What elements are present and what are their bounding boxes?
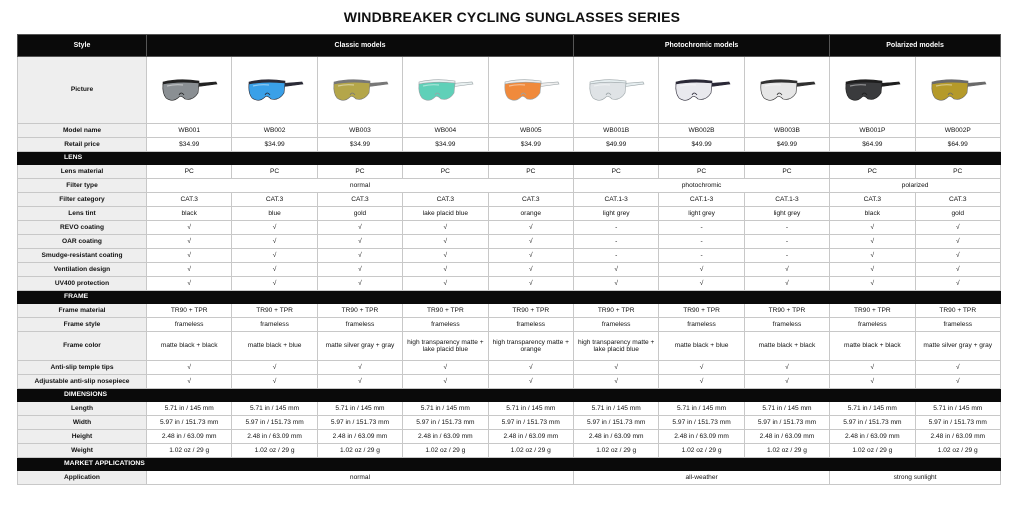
nosepiece-value: √ [830,375,915,389]
group-polarized: Polarized models [830,35,1001,57]
revo-value: - [573,221,658,235]
section-frame: FRAME [18,291,1001,304]
filter-type-label: Filter type [18,179,147,193]
section-dimensions: DIMENSIONS [18,389,1001,402]
ventilation-value: √ [232,263,317,277]
nosepiece-value: √ [232,375,317,389]
nosepiece-value: √ [659,375,744,389]
frame-material-label: Frame material [18,304,147,318]
section-header [18,291,1001,304]
frame-style-value: frameless [317,318,402,332]
product-image [488,57,573,124]
retail-price-value: $34.99 [317,138,402,152]
sunglasses-icon [330,73,390,107]
nosepiece-value: √ [488,375,573,389]
height-value: 2.48 in / 63.09 mm [147,430,232,444]
frame-color-value: matte silver gray + gray [915,332,1000,361]
sunglasses-icon [842,73,902,107]
frame-style-value: frameless [744,318,829,332]
filter-type-value: photochromic [573,179,829,193]
frame-material-value: TR90 + TPR [147,304,232,318]
frame-material-value: TR90 + TPR [830,304,915,318]
length-value: 5.71 in / 145 mm [573,402,658,416]
smudge-value: √ [915,249,1000,263]
frame-material-value: TR90 + TPR [488,304,573,318]
uv400-value: √ [744,277,829,291]
spec-row [18,249,1001,263]
oar-label: OAR coating [18,235,147,249]
section-market: MARKET APPLICATIONS [18,458,1001,471]
uv400-value: √ [317,277,402,291]
nosepiece-value: √ [573,375,658,389]
spec-row [18,444,1001,458]
uv400-value: √ [915,277,1000,291]
filter-category-value: CAT.1-3 [744,193,829,207]
anti-slip-tips-value: √ [488,361,573,375]
revo-value: √ [488,221,573,235]
width-value: 5.97 in / 151.73 mm [403,416,488,430]
smudge-value: √ [488,249,573,263]
weight-value: 1.02 oz / 29 g [317,444,402,458]
uv400-value: √ [573,277,658,291]
lens-tint-value: light grey [744,207,829,221]
anti-slip-tips-value: √ [744,361,829,375]
anti-slip-tips-value: √ [915,361,1000,375]
product-image [403,57,488,124]
length-value: 5.71 in / 145 mm [830,402,915,416]
retail-price-value: $34.99 [232,138,317,152]
oar-value: √ [232,235,317,249]
weight-label: Weight [18,444,147,458]
ventilation-value: √ [573,263,658,277]
smudge-value: - [573,249,658,263]
frame-style-value: frameless [488,318,573,332]
model-name-value: WB001B [573,124,658,138]
model-name-value: WB001P [830,124,915,138]
frame-color-value: matte black + black [830,332,915,361]
length-value: 5.71 in / 145 mm [147,402,232,416]
weight-value: 1.02 oz / 29 g [232,444,317,458]
lens-material-value: PC [147,165,232,179]
lens-material-value: PC [403,165,488,179]
product-image [744,57,829,124]
nosepiece-value: √ [317,375,402,389]
length-value: 5.71 in / 145 mm [915,402,1000,416]
application-value: strong sunlight [830,471,1001,485]
spec-row [18,179,1001,193]
filter-category-value: CAT.3 [915,193,1000,207]
filter-category-value: CAT.3 [317,193,402,207]
sunglasses-icon [586,73,646,107]
height-value: 2.48 in / 63.09 mm [915,430,1000,444]
sunglasses-icon [757,73,817,107]
oar-value: - [659,235,744,249]
weight-value: 1.02 oz / 29 g [744,444,829,458]
weight-value: 1.02 oz / 29 g [147,444,232,458]
header-row [18,35,1001,57]
height-value: 2.48 in / 63.09 mm [317,430,402,444]
anti-slip-tips-value: √ [659,361,744,375]
lens-material-value: PC [317,165,402,179]
nosepiece-value: √ [147,375,232,389]
frame-style-value: frameless [147,318,232,332]
width-value: 5.97 in / 151.73 mm [232,416,317,430]
uv400-value: √ [403,277,488,291]
smudge-label: Smudge-resistant coating [18,249,147,263]
picture-label: Picture [18,57,147,124]
anti-slip-tips-value: √ [147,361,232,375]
section-header [18,458,1001,471]
group-classic: Classic models [147,35,574,57]
lens-tint-value: black [147,207,232,221]
section-header [18,152,1001,165]
sunglasses-icon [501,73,561,107]
lens-material-value: PC [830,165,915,179]
weight-value: 1.02 oz / 29 g [830,444,915,458]
ventilation-value: √ [317,263,402,277]
oar-value: - [573,235,658,249]
spec-row [18,375,1001,389]
length-value: 5.71 in / 145 mm [744,402,829,416]
product-image [147,57,232,124]
nosepiece-value: √ [403,375,488,389]
picture-row [18,57,1001,124]
width-value: 5.97 in / 151.73 mm [488,416,573,430]
frame-material-value: TR90 + TPR [659,304,744,318]
frame-color-value: matte silver gray + gray [317,332,402,361]
lens-tint-label: Lens tint [18,207,147,221]
frame-color-value: matte black + black [147,332,232,361]
revo-value: √ [915,221,1000,235]
product-image [232,57,317,124]
height-value: 2.48 in / 63.09 mm [403,430,488,444]
nosepiece-value: √ [744,375,829,389]
uv400-value: √ [232,277,317,291]
retail-price-value: $34.99 [147,138,232,152]
lens-tint-value: lake placid blue [403,207,488,221]
smudge-value: √ [317,249,402,263]
model-name-value: WB003B [744,124,829,138]
frame-style-value: frameless [232,318,317,332]
model-name-value: WB004 [403,124,488,138]
frame-material-value: TR90 + TPR [403,304,488,318]
frame-style-label: Frame style [18,318,147,332]
model-name-value: WB005 [488,124,573,138]
section-header [18,389,1001,402]
frame-material-value: TR90 + TPR [573,304,658,318]
spec-table [17,34,1001,485]
oar-value: √ [830,235,915,249]
revo-value: √ [317,221,402,235]
filter-category-value: CAT.3 [403,193,488,207]
frame-material-value: TR90 + TPR [232,304,317,318]
spec-row [18,193,1001,207]
lens-material-value: PC [488,165,573,179]
length-value: 5.71 in / 145 mm [488,402,573,416]
smudge-value: √ [403,249,488,263]
spec-row [18,138,1001,152]
group-photochromic: Photochromic models [573,35,829,57]
smudge-value: - [744,249,829,263]
filter-category-value: CAT.3 [147,193,232,207]
spec-row [18,165,1001,179]
uv400-value: √ [830,277,915,291]
ventilation-value: √ [403,263,488,277]
filter-category-value: CAT.3 [488,193,573,207]
spec-row [18,402,1001,416]
anti-slip-tips-label: Anti-slip temple tips [18,361,147,375]
model-name-value: WB001 [147,124,232,138]
spec-row [18,235,1001,249]
oar-value: √ [488,235,573,249]
model-name-label: Model name [18,124,147,138]
filter-category-value: CAT.3 [830,193,915,207]
frame-color-value: matte black + blue [232,332,317,361]
lens-material-value: PC [744,165,829,179]
ventilation-value: √ [488,263,573,277]
frame-style-value: frameless [659,318,744,332]
retail-price-value: $49.99 [659,138,744,152]
width-value: 5.97 in / 151.73 mm [573,416,658,430]
uv400-label: UV400 protection [18,277,147,291]
lens-tint-value: black [830,207,915,221]
model-name-value: WB002 [232,124,317,138]
revo-label: REVO coating [18,221,147,235]
width-value: 5.97 in / 151.73 mm [147,416,232,430]
width-value: 5.97 in / 151.73 mm [744,416,829,430]
application-value: all-weather [573,471,829,485]
filter-type-value: normal [147,179,574,193]
revo-value: √ [147,221,232,235]
height-value: 2.48 in / 63.09 mm [830,430,915,444]
height-value: 2.48 in / 63.09 mm [232,430,317,444]
frame-color-value: matte black + blue [659,332,744,361]
height-value: 2.48 in / 63.09 mm [488,430,573,444]
filter-category-value: CAT.3 [232,193,317,207]
spec-row [18,124,1001,138]
ventilation-value: √ [915,263,1000,277]
application-value: normal [147,471,574,485]
spec-row [18,318,1001,332]
oar-value: √ [403,235,488,249]
lens-material-label: Lens material [18,165,147,179]
lens-tint-value: gold [317,207,402,221]
width-value: 5.97 in / 151.73 mm [659,416,744,430]
sunglasses-icon [159,73,219,107]
retail-price-value: $64.99 [830,138,915,152]
length-label: Length [18,402,147,416]
weight-value: 1.02 oz / 29 g [573,444,658,458]
frame-style-value: frameless [915,318,1000,332]
uv400-value: √ [488,277,573,291]
retail-price-value: $49.99 [573,138,658,152]
smudge-value: √ [830,249,915,263]
product-image [317,57,402,124]
filter-category-label: Filter category [18,193,147,207]
lens-tint-value: gold [915,207,1000,221]
weight-value: 1.02 oz / 29 g [915,444,1000,458]
frame-style-value: frameless [830,318,915,332]
model-name-value: WB002B [659,124,744,138]
retail-price-label: Retail price [18,138,147,152]
nosepiece-label: Adjustable anti-slip nosepiece [18,375,147,389]
lens-tint-value: light grey [573,207,658,221]
product-image [659,57,744,124]
lens-material-value: PC [232,165,317,179]
frame-material-value: TR90 + TPR [744,304,829,318]
filter-type-value: polarized [830,179,1001,193]
frame-material-value: TR90 + TPR [915,304,1000,318]
ventilation-value: √ [744,263,829,277]
ventilation-value: √ [830,263,915,277]
revo-value: - [659,221,744,235]
oar-value: √ [317,235,402,249]
product-image [915,57,1000,124]
smudge-value: - [659,249,744,263]
frame-style-value: frameless [403,318,488,332]
width-value: 5.97 in / 151.73 mm [830,416,915,430]
width-label: Width [18,416,147,430]
lens-tint-value: orange [488,207,573,221]
uv400-value: √ [659,277,744,291]
sunglasses-icon [672,73,732,107]
weight-value: 1.02 oz / 29 g [659,444,744,458]
frame-style-value: frameless [573,318,658,332]
frame-color-value: high transparency matte + lake placid blue [403,332,488,361]
model-name-value: WB002P [915,124,1000,138]
lens-material-value: PC [573,165,658,179]
ventilation-label: Ventilation design [18,263,147,277]
spec-row [18,471,1001,485]
lens-tint-value: blue [232,207,317,221]
length-value: 5.71 in / 145 mm [659,402,744,416]
width-value: 5.97 in / 151.73 mm [915,416,1000,430]
sunglasses-icon [928,73,988,107]
page-title: WINDBREAKER CYCLING SUNGLASSES SERIES [343,9,681,25]
smudge-value: √ [232,249,317,263]
sunglasses-icon [245,73,305,107]
lens-tint-value: light grey [659,207,744,221]
filter-category-value: CAT.1-3 [659,193,744,207]
oar-value: √ [915,235,1000,249]
spec-row [18,263,1001,277]
width-value: 5.97 in / 151.73 mm [317,416,402,430]
retail-price-value: $64.99 [915,138,1000,152]
oar-value: - [744,235,829,249]
uv400-value: √ [147,277,232,291]
height-value: 2.48 in / 63.09 mm [659,430,744,444]
retail-price-value: $34.99 [403,138,488,152]
retail-price-value: $49.99 [744,138,829,152]
spec-row [18,416,1001,430]
frame-color-value: high transparency matte + lake placid blue [573,332,658,361]
spec-row [18,277,1001,291]
spec-row [18,304,1001,318]
length-value: 5.71 in / 145 mm [403,402,488,416]
model-name-value: WB003 [317,124,402,138]
filter-category-value: CAT.1-3 [573,193,658,207]
revo-value: √ [403,221,488,235]
height-label: Height [18,430,147,444]
spec-row [18,361,1001,375]
ventilation-value: √ [147,263,232,277]
revo-value: - [744,221,829,235]
spec-row [18,332,1001,361]
length-value: 5.71 in / 145 mm [232,402,317,416]
spec-row [18,430,1001,444]
height-value: 2.48 in / 63.09 mm [573,430,658,444]
oar-value: √ [147,235,232,249]
nosepiece-value: √ [915,375,1000,389]
anti-slip-tips-value: √ [573,361,658,375]
frame-color-value: matte black + black [744,332,829,361]
anti-slip-tips-value: √ [232,361,317,375]
revo-value: √ [232,221,317,235]
spec-row [18,221,1001,235]
height-value: 2.48 in / 63.09 mm [744,430,829,444]
product-image [573,57,658,124]
frame-material-value: TR90 + TPR [317,304,402,318]
frame-color-value: high transparency matte + orange [488,332,573,361]
weight-value: 1.02 oz / 29 g [488,444,573,458]
application-label: Application [18,471,147,485]
length-value: 5.71 in / 145 mm [317,402,402,416]
style-header: Style [18,35,147,57]
weight-value: 1.02 oz / 29 g [403,444,488,458]
lens-material-value: PC [659,165,744,179]
revo-value: √ [830,221,915,235]
anti-slip-tips-value: √ [830,361,915,375]
anti-slip-tips-value: √ [317,361,402,375]
sunglasses-icon [415,73,475,107]
spec-row [18,207,1001,221]
smudge-value: √ [147,249,232,263]
retail-price-value: $34.99 [488,138,573,152]
ventilation-value: √ [659,263,744,277]
lens-material-value: PC [915,165,1000,179]
section-lens: LENS [18,152,1001,165]
frame-color-label: Frame color [18,332,147,361]
product-image [830,57,915,124]
anti-slip-tips-value: √ [403,361,488,375]
